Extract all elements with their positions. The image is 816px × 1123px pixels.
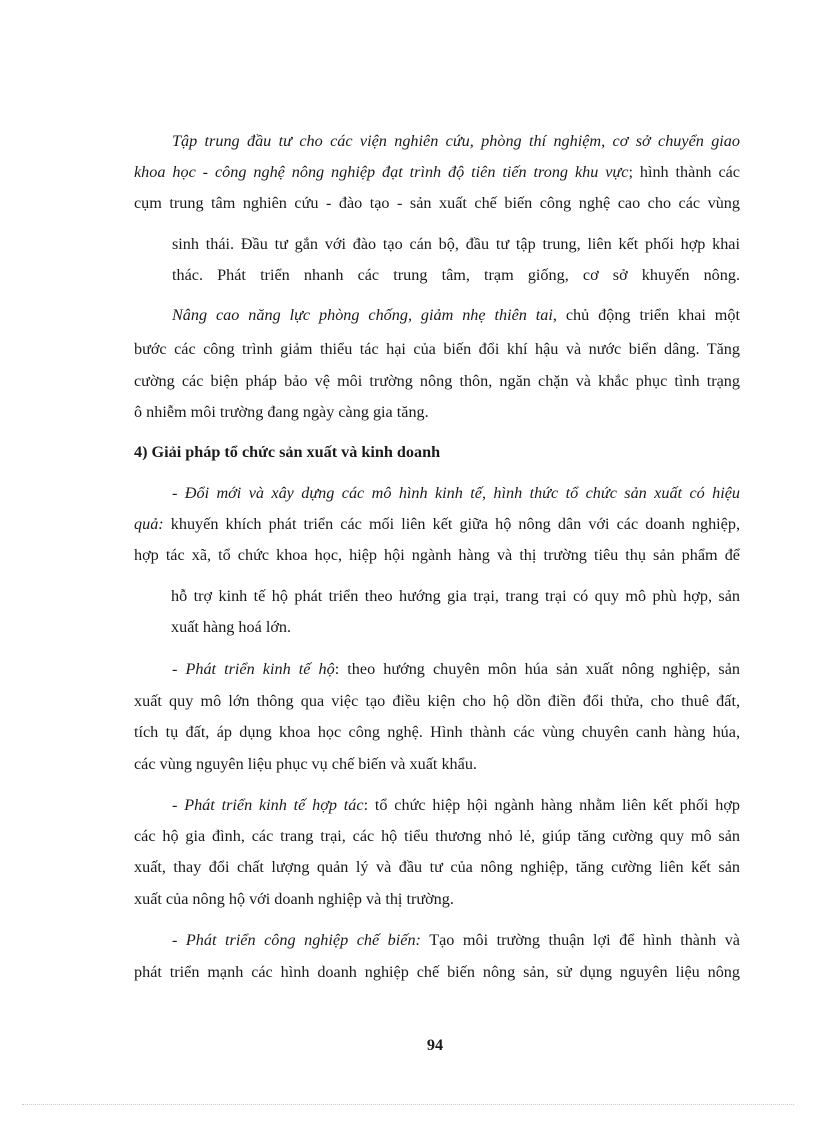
emphasis-text: quả: <box>134 515 164 533</box>
paragraph-models-line-4: hỗ trợ kinh tế hộ phát triển theo hướng gia trại, trang trại có quy mô phù hợp, sản <box>171 587 740 605</box>
paragraph-cooperative-line-3: xuất, thay đổi chất lượng quản lý và đầu tư của nông nghiệp, tăng cường liên kết sản <box>134 858 740 876</box>
body-text: khuyến khích phát triển các mối liên kết giữa hộ nông dân với các doanh nghiệp, <box>163 515 740 533</box>
paragraph-research-line-5: thác. Phát triển nhanh các trung tâm, trạm giống, cơ sở khuyến nông. <box>172 266 740 284</box>
section-heading: 4) Giải pháp tổ chức sản xuất và kinh doanh <box>134 443 441 461</box>
paragraph-models-line-5: xuất hàng hoá lớn. <box>171 618 292 636</box>
paragraph-processing-line-2: phát triển mạnh các hình doanh nghiệp chế biến nông sản, sử dụng nguyên liệu nông <box>134 963 740 981</box>
emphasis-text: Nâng cao năng lực phòng chống, giảm nhẹ thiên tai <box>172 306 553 324</box>
paragraph-household-line-2: xuất quy mô lớn thông qua việc tạo điều kiện cho hộ dồn điền đổi thửa, cho thuê đất, <box>134 692 740 710</box>
paragraph-research-line-2 <box>134 162 740 182</box>
body-text: Tạo môi trường thuận lợi để hình thành và <box>420 931 740 949</box>
paragraph-disaster-line-4: ô nhiễm môi trường đang ngày càng gia tăng. <box>134 403 429 421</box>
paragraph-household-line-3: tích tụ đất, áp dụng khoa học công nghệ. Hình thành các vùng chuyên canh hàng húa, <box>134 723 740 741</box>
paragraph-disaster-line-1 <box>172 305 740 325</box>
emphasis-text: khoa học - công nghệ nông nghiệp đạt trình độ tiên tiến trong khu vực <box>134 163 629 181</box>
paragraph-disaster-line-3: cường các biện pháp bảo vệ môi trường nông thôn, ngăn chặn và khắc phục tình trạng <box>134 372 740 390</box>
paragraph-household-line-4: các vùng nguyên liệu phục vụ chế biến và xuất khẩu. <box>134 755 477 773</box>
emphasis-text: Tập trung đầu tư cho các viện nghiên cứu, phòng thí nghiệm, cơ sở chuyển giao <box>172 132 740 150</box>
paragraph-models-line-1 <box>172 483 740 503</box>
paragraph-research-line-4: sinh thái. Đầu tư gắn với đào tạo cán bộ, đầu tư tập trung, liên kết phối hợp khai <box>172 235 740 253</box>
paragraph-cooperative-line-4: xuất của nông hộ với doanh nghiệp và thị trường. <box>134 890 454 908</box>
paragraph-household-line-1 <box>172 659 740 679</box>
paragraph-models-line-2 <box>134 514 740 534</box>
emphasis-text: - Phát triển kinh tế hợp tác <box>172 796 364 814</box>
paragraph-research-line-1 <box>172 131 740 151</box>
body-text: : theo hướng chuyên môn húa sản xuất nông nghiệp, sản <box>334 660 740 678</box>
emphasis-text: - Đổi mới và xây dựng các mô hình kinh tế, hình thức tổ chức sản xuất có hiệu <box>172 484 740 502</box>
page-number: 94 <box>426 1036 444 1054</box>
footer-divider <box>22 1104 794 1105</box>
body-text: : tổ chức hiệp hội ngành hàng nhằm liên kết phối hợp <box>363 796 740 814</box>
paragraph-disaster-line-2: bước các công trình giảm thiểu tác hại của biến đổi khí hậu và nước biển dâng. Tăng <box>134 340 740 358</box>
paragraph-research-line-3: cụm trung tâm nghiên cứu - đào tạo - sản xuất chế biến công nghệ cao cho các vùng <box>134 194 740 212</box>
emphasis-text: - Phát triển công nghiệp chế biến: <box>172 931 421 949</box>
paragraph-processing-line-1 <box>172 930 740 950</box>
emphasis-text: - Phát triển kinh tế hộ <box>172 660 335 678</box>
body-text: , chủ động triển khai một <box>552 306 740 324</box>
body-text: ; hình thành các <box>628 163 740 181</box>
paragraph-cooperative-line-1 <box>172 795 740 815</box>
paragraph-cooperative-line-2: các hộ gia đình, các trang trại, các hộ tiểu thương nhỏ lẻ, giúp tăng cường quy mô sản <box>134 827 740 845</box>
paragraph-models-line-3: hợp tác xã, tổ chức khoa học, hiệp hội ngành hàng và thị trường tiêu thụ sản phẩm để <box>134 546 740 564</box>
